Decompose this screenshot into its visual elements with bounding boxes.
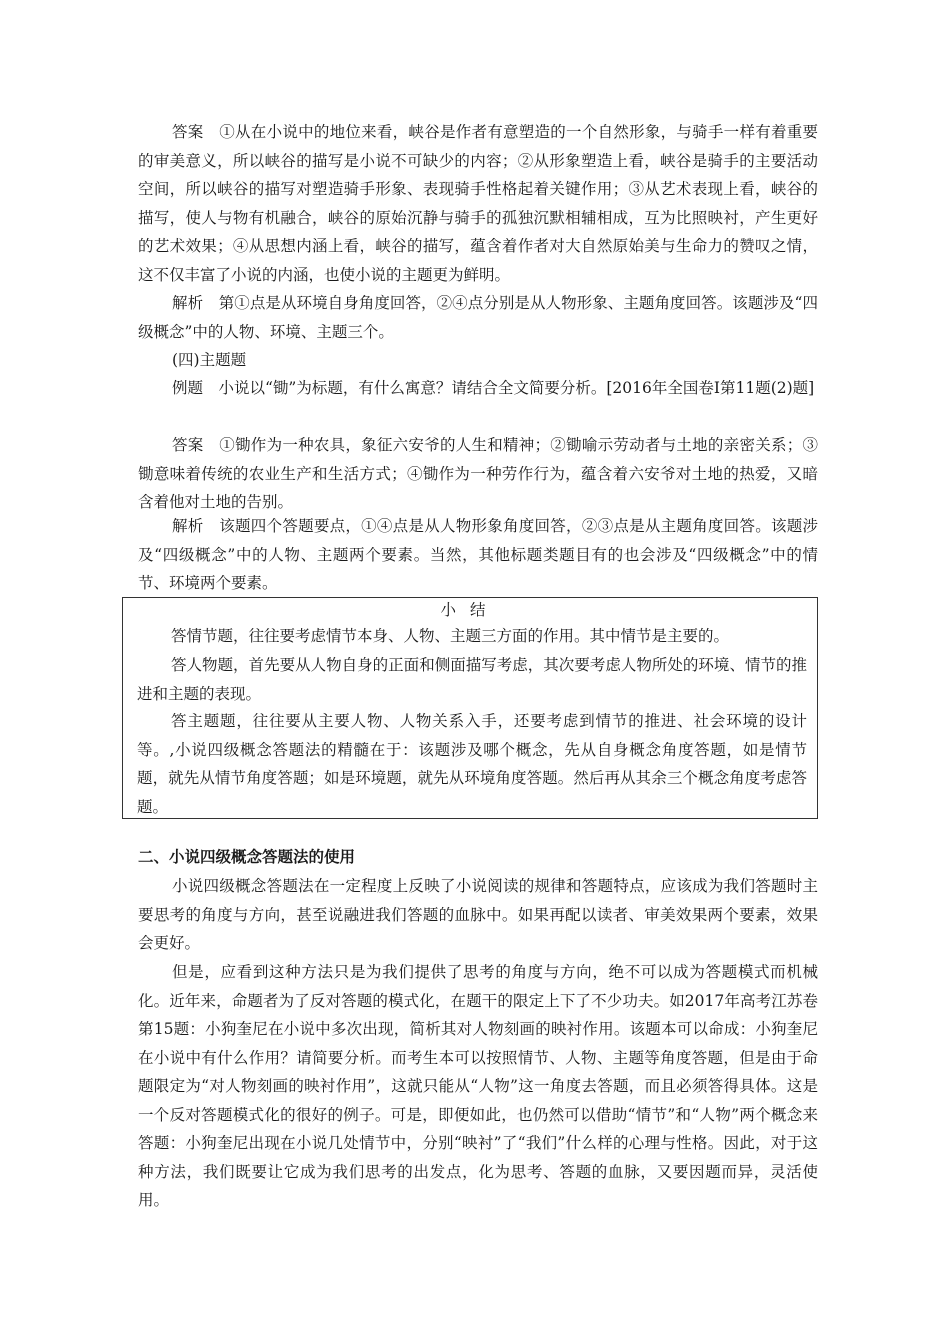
analysis-paragraph-2: 解析 该题四个答题要点，①④点是从人物形象角度回答，②③点是从主题角度回答。该题涉及“四级概念”中的人物、主题两个要素。当然，其他标题类题目有的也会涉及“四级概念”中的情节、环境两个要素。 <box>138 517 818 592</box>
section-heading: 二、小说四级概念答题法的使用 <box>138 848 356 866</box>
summary-title: 小结 <box>440 601 500 619</box>
answer-paragraph-2: 答案 ①锄作为一种农具，象征六安爷的人生和精神；②锄喻示劳动者与土地的亲密关系；③锄意味着传统的农业生产和生活方式；④锄作为一种劳作行为，蕴含着六安爷对土地的热爱，又暗含着他对土地的告别。 <box>138 436 818 511</box>
summary-paragraph-plot: 答情节题，往往要考虑情节本身、人物、主题三方面的作用。其中情节是主要的。 <box>171 627 730 645</box>
summary-paragraph-theme: 答主题题，往往要从主要人物、人物关系入手，还要考虑到情节的推进、社会环境的设计等。,小说四级概念答题法的精髓在于：该题涉及哪个概念，先从自身概念角度答题，如是情节题，就先从情节角度答题；如是环境题，就先从环境角度答题。然后再从其余三个概念角度考虑答题。 <box>137 712 807 816</box>
summary-paragraph-character: 答人物题，首先要从人物自身的正面和侧面描写考虑，其次要考虑人物所处的环境、情节的推进和主题的表现。 <box>137 656 807 703</box>
example-paragraph: 例题 小说以“锄”为标题，有什么寓意？请结合全文简要分析。[2016年全国卷Ⅰ第11题(2)题] <box>172 379 815 397</box>
summary-box <box>122 597 818 819</box>
section-paragraph-2: 但是，应看到这种方法只是为我们提供了思考的角度与方向，绝不可以成为答题模式而机械化。近年来，命题者为了反对答题的模式化，在题干的限定上下了不少功夫。如2017年高考江苏卷第15题：小狗奎尼在小说中多次出现，简析其对人物刻画的映衬作用。该题本可以命成：小狗奎尼在小说中有什么作用？请简要分析。而考生本可以按照情节、人物、主题等角度答题，但是由于命题限定为“对人物刻画的映衬作用”，这就只能从“人物”这一角度去答题，而且必须答得具体。这是一个反对答题模式化的很好的例子。可是，即便如此，也仍然可以借助“情节”和“人物”两个概念来答题：小狗奎尼出现在小说几处情节中，分别“映衬”了“我们”什么样的心理与性格。因此，对于这种方法，我们既要让它成为我们思考的出发点，化为思考、答题的血脉，又要因题而异，灵活使用。 <box>138 963 818 1209</box>
analysis-paragraph-1: 解析 第①点是从环境自身角度回答，②④点分别是从人物形象、主题角度回答。该题涉及“四级概念”中的人物、环境、主题三个。 <box>138 294 818 341</box>
answer-paragraph-1: 答案 ①从在小说中的地位来看，峡谷是作者有意塑造的一个自然形象，与骑手一样有着重要的审美意义，所以峡谷的描写是小说不可缺少的内容；②从形象塑造上看，峡谷是骑手的主要活动空间，所以峡谷的描写对塑造骑手形象、表现骑手性格起着关键作用；③从艺术表现上看，峡谷的描写，使人与物有机融合，峡谷的原始沉静与骑手的孤独沉默相辅相成，互为比照映衬，产生更好的艺术效果；④从思想内涵上看，峡谷的描写，蕴含着作者对大自然原始美与生命力的赞叹之情，这不仅丰富了小说的内涵，也使小说的主题更为鲜明。 <box>138 123 818 284</box>
section-paragraph-1: 小说四级概念答题法在一定程度上反映了小说阅读的规律和答题特点，应该成为我们答题时主要思考的角度与方向，甚至说融进我们答题的血脉中。如果再配以读者、审美效果两个要素，效果会更好。 <box>138 877 818 952</box>
subheading-theme-question: (四)主题题 <box>172 351 247 369</box>
